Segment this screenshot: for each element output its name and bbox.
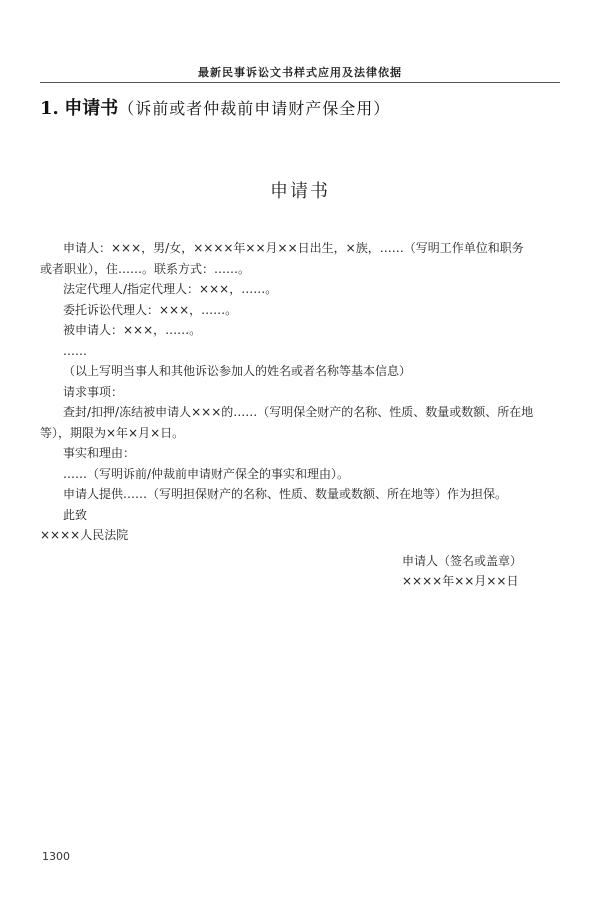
body-line-legal-agent: 法定代理人/指定代理人：×××，……。 — [63, 282, 278, 296]
document-title: 申请书 — [270, 181, 330, 202]
signature-block — [402, 551, 522, 591]
body-line-ellipsis: …… — [63, 343, 87, 358]
section-heading — [40, 94, 390, 120]
body-line-facts: ……（写明诉前/仲裁前申请财产保全的事实和理由）。 — [63, 466, 350, 481]
section-number: 1. — [40, 98, 59, 119]
running-head: 最新民事诉讼文书样式应用及法律依据 — [198, 66, 402, 79]
body-line-court: ××××人民法院 — [40, 528, 129, 542]
body-line-applicant-cont: 或者职业），住……。联系方式：……。 — [40, 261, 251, 276]
section-title: 申请书 — [64, 98, 119, 119]
document-body — [40, 238, 563, 546]
body-line-applicant: 申请人：×××，男/女，××××年××月××日出生，×族，……（写明工作单位和职务 — [63, 241, 524, 255]
signature-date: ××××年××月××日 — [402, 574, 519, 588]
signature-applicant: 申请人（签名或盖章） — [402, 554, 523, 568]
header-rule — [40, 82, 560, 83]
body-line-note: （以上写明当事人和其他诉讼参加人的姓名或者名称等基本信息） — [63, 364, 412, 378]
body-line-requests-cont: 等），期限为×年×月×日。 — [40, 425, 185, 440]
body-line-guarantee: 申请人提供……（写明担保财产的名称、性质、数量或数额、所在地等）作为担保。 — [63, 487, 508, 501]
section-subtitle: （诉前或者仲裁前申请财产保全用） — [118, 99, 391, 118]
body-line-requests-heading: 请求事项： — [63, 384, 124, 399]
body-line-entrusted-agent: 委托诉讼代理人：×××，……。 — [63, 302, 238, 317]
body-line-salutation: 此致 — [63, 507, 88, 522]
body-line-respondent: 被申请人：×××，……。 — [63, 323, 202, 337]
body-line-facts-heading: 事实和理由： — [63, 446, 136, 460]
page-number: 1300 — [42, 850, 70, 863]
body-line-requests: 查封/扣押/冻结被申请人×××的……（写明保全财产的名称、性质、数量或数额、所在地 — [63, 405, 534, 419]
